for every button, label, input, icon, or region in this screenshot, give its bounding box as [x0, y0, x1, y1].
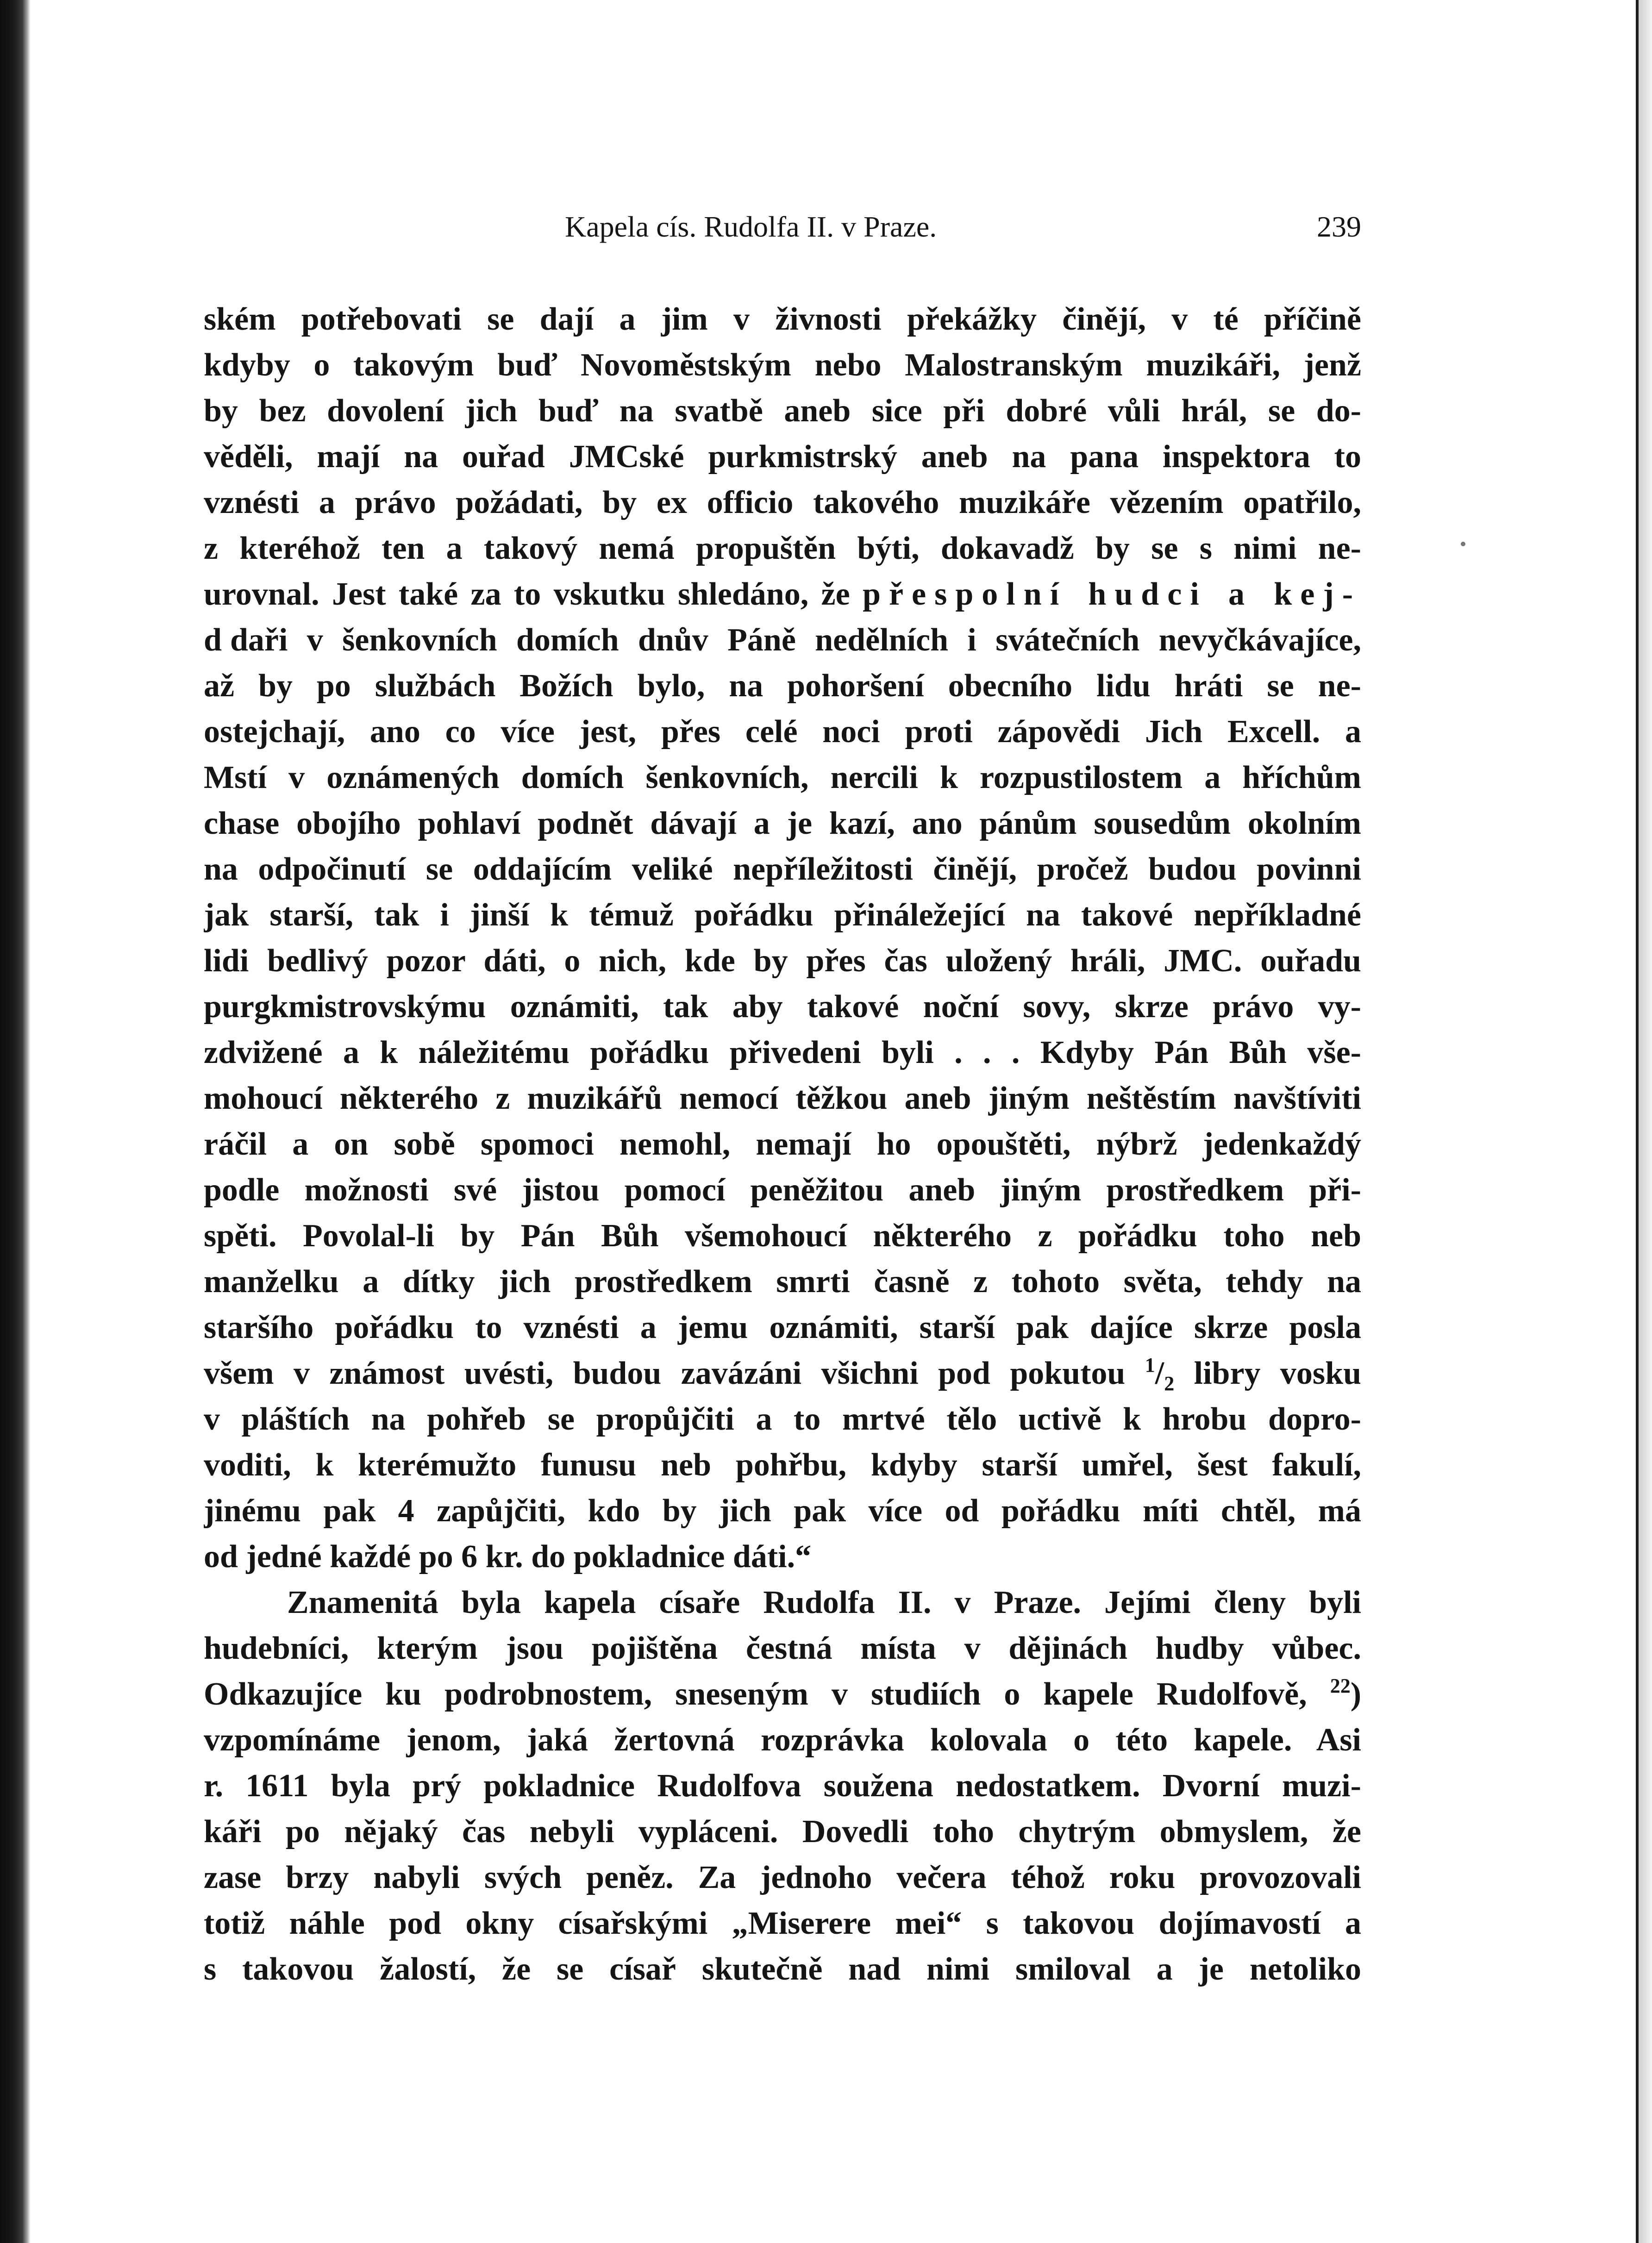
text-fragment: urovnal. Jest také za to vskutku shledáno, že — [204, 576, 850, 612]
book-spine-shadow — [0, 0, 31, 2243]
text-line — [204, 617, 1361, 663]
text-fragment: všem v známost uvésti, budou zavázáni všichni pod pokutou — [204, 1356, 1126, 1391]
running-title: Kapela cís. Rudolfa II. v Praze. — [565, 210, 937, 243]
page-edge-margin — [1639, 0, 1652, 2243]
fraction-denominator: 2 — [1164, 1372, 1175, 1395]
text-line: totiž náhle pod okny císařskými „Miserere mei“ s takovou dojímavostí a — [204, 1906, 1361, 1941]
text-line: káři po nějaký čas nebyli vypláceni. Dovedli toho chytrým obmyslem, že — [204, 1814, 1361, 1849]
text-line: zase brzy nabyli svých peněz. Za jednoho večera téhož roku provozovali — [204, 1860, 1361, 1895]
text-line: podle možnosti své jistou pomocí peněžitou aneb jiným prostředkem při- — [204, 1172, 1361, 1208]
text-line: jinému pak 4 zapůjčiti, kdo by jich pak více od pořádku míti chtěl, má — [204, 1493, 1361, 1529]
footnote-paren: ) — [1350, 1676, 1361, 1712]
footnote-reference: 22 — [1330, 1674, 1351, 1697]
text-line: by bez dovolení jich buď na svatbě aneb sice při dobré vůli hrál, se do- — [204, 393, 1361, 429]
text-line: mohoucí některého z muzikářů nemocí těžkou aneb jiným neštěstím navštíviti — [204, 1081, 1361, 1116]
text-line — [204, 571, 1361, 617]
text-line: zdvižené a k náležitému pořádku přivedeni byli . . . Kdyby Pán Bůh vše- — [204, 1035, 1361, 1070]
page-header — [204, 204, 1361, 250]
text-line: od jedné každé po 6 kr. do pokladnice dáti.“ — [204, 1539, 812, 1574]
text-line: hudebníci, kterým jsou pojištěna čestná místa v dějinách hudby vůbec. — [204, 1631, 1361, 1666]
text-line: vznésti a právo požádati, by ex officio takového muzikáře vězením opatřilo, — [204, 485, 1361, 520]
text-line: jak starší, tak i jinší k témuž pořádku přináležející na takové nepříkladné — [204, 897, 1361, 933]
body-text — [204, 296, 1361, 1992]
text-line: spěti. Povolal-li by Pán Bůh všemohoucí některého z pořádku toho neb — [204, 1218, 1361, 1254]
text-line: všem v známost uvésti, budou zavázáni všichni pod pokutou $^1/_2$ libry vosku — [204, 1354, 1361, 1395]
fraction-numerator: 1 — [1145, 1354, 1155, 1376]
text-line: z kteréhož ten a takový nemá propuštěn býti, dokavadž by se s nimi ne- — [204, 531, 1361, 566]
text-fragment: Odkazujíce ku podrobnostem, sneseným v studiích o kapele Rudolfově, — [204, 1676, 1307, 1712]
text-line: vzpomínáme jenom, jaká žertovná rozprávka kolovala o této kapele. Asi — [204, 1722, 1361, 1758]
text-line: na odpočinutí se oddajícím veliké nepříležitosti činějí, pročež budou povinni — [204, 851, 1361, 887]
text-line: ském potřebovati se dají a jim v živnosti překážky činějí, v té příčině — [204, 301, 1361, 337]
print-speck — [1461, 542, 1465, 546]
text-line: věděli, mají na ouřad JMCské purkmistrský aneb na pana inspektora to — [204, 439, 1361, 475]
text-line: r. 1611 byla prý pokladnice Rudolfova soužena nedostatkem. Dvorní muzi- — [204, 1768, 1361, 1804]
text-line: lidi bedlivý pozor dáti, o nich, kde by přes čas uložený hráli, JMC. ouřadu — [204, 943, 1361, 979]
text-line — [204, 1671, 1361, 1717]
spaced-phrase: přespolní hudci a kej- — [863, 576, 1361, 612]
paragraph-first-line: Znamenitá byla kapela císaře Rudolfa II. v Praze. Jejími členy byli — [287, 1585, 1361, 1620]
text-line: staršího pořádku to vznésti a jemu oznámiti, starší pak dajíce skrze posla — [204, 1310, 1361, 1345]
page-number: 239 — [1317, 210, 1361, 243]
text-line: chase obojího pohlaví podnět dávají a je kazí, ano pánům sousedům okolním — [204, 806, 1361, 841]
text-line: s takovou žalostí, že se císař skutečně nad nimi smiloval a je netoliko — [204, 1951, 1361, 1987]
text-fragment: daři v šenkovních domích dnův Páně nedělních i svátečních nevyčkávajíce, — [230, 622, 1361, 658]
text-line: kdyby o takovým buď Novoměstským nebo Malostranským muzikáři, jenž — [204, 347, 1361, 383]
text-line: Mstí v oznámených domích šenkovních, nercili k rozpustilostem a hříchům — [204, 760, 1361, 795]
text-line: purgkmistrovskýmu oznámiti, tak aby takové noční sovy, skrze právo vy- — [204, 989, 1361, 1025]
text-fragment: libry vosku — [1174, 1356, 1361, 1391]
text-line: ráčil a on sobě spomoci nemohl, nemají ho opouštěti, nýbrž jedenkaždý — [204, 1126, 1361, 1162]
spaced-phrase: d — [204, 622, 230, 658]
text-line: až by po službách Božích bylo, na pohoršení obecního lidu hráti se ne- — [204, 668, 1361, 704]
text-line: manželku a dítky jich prostředkem smrti časně z tohoto světa, tehdy na — [204, 1264, 1361, 1300]
text-line: voditi, k kterémužto funusu neb pohřbu, kdyby starší umřel, šest fakulí, — [204, 1447, 1361, 1483]
text-line: v pláštích na pohřeb se propůjčiti a to mrtvé tělo uctivě k hrobu dopro- — [204, 1401, 1361, 1437]
text-line: ostejchají, ano co více jest, přes celé noci proti zápovědi Jich Excell. a — [204, 714, 1361, 750]
